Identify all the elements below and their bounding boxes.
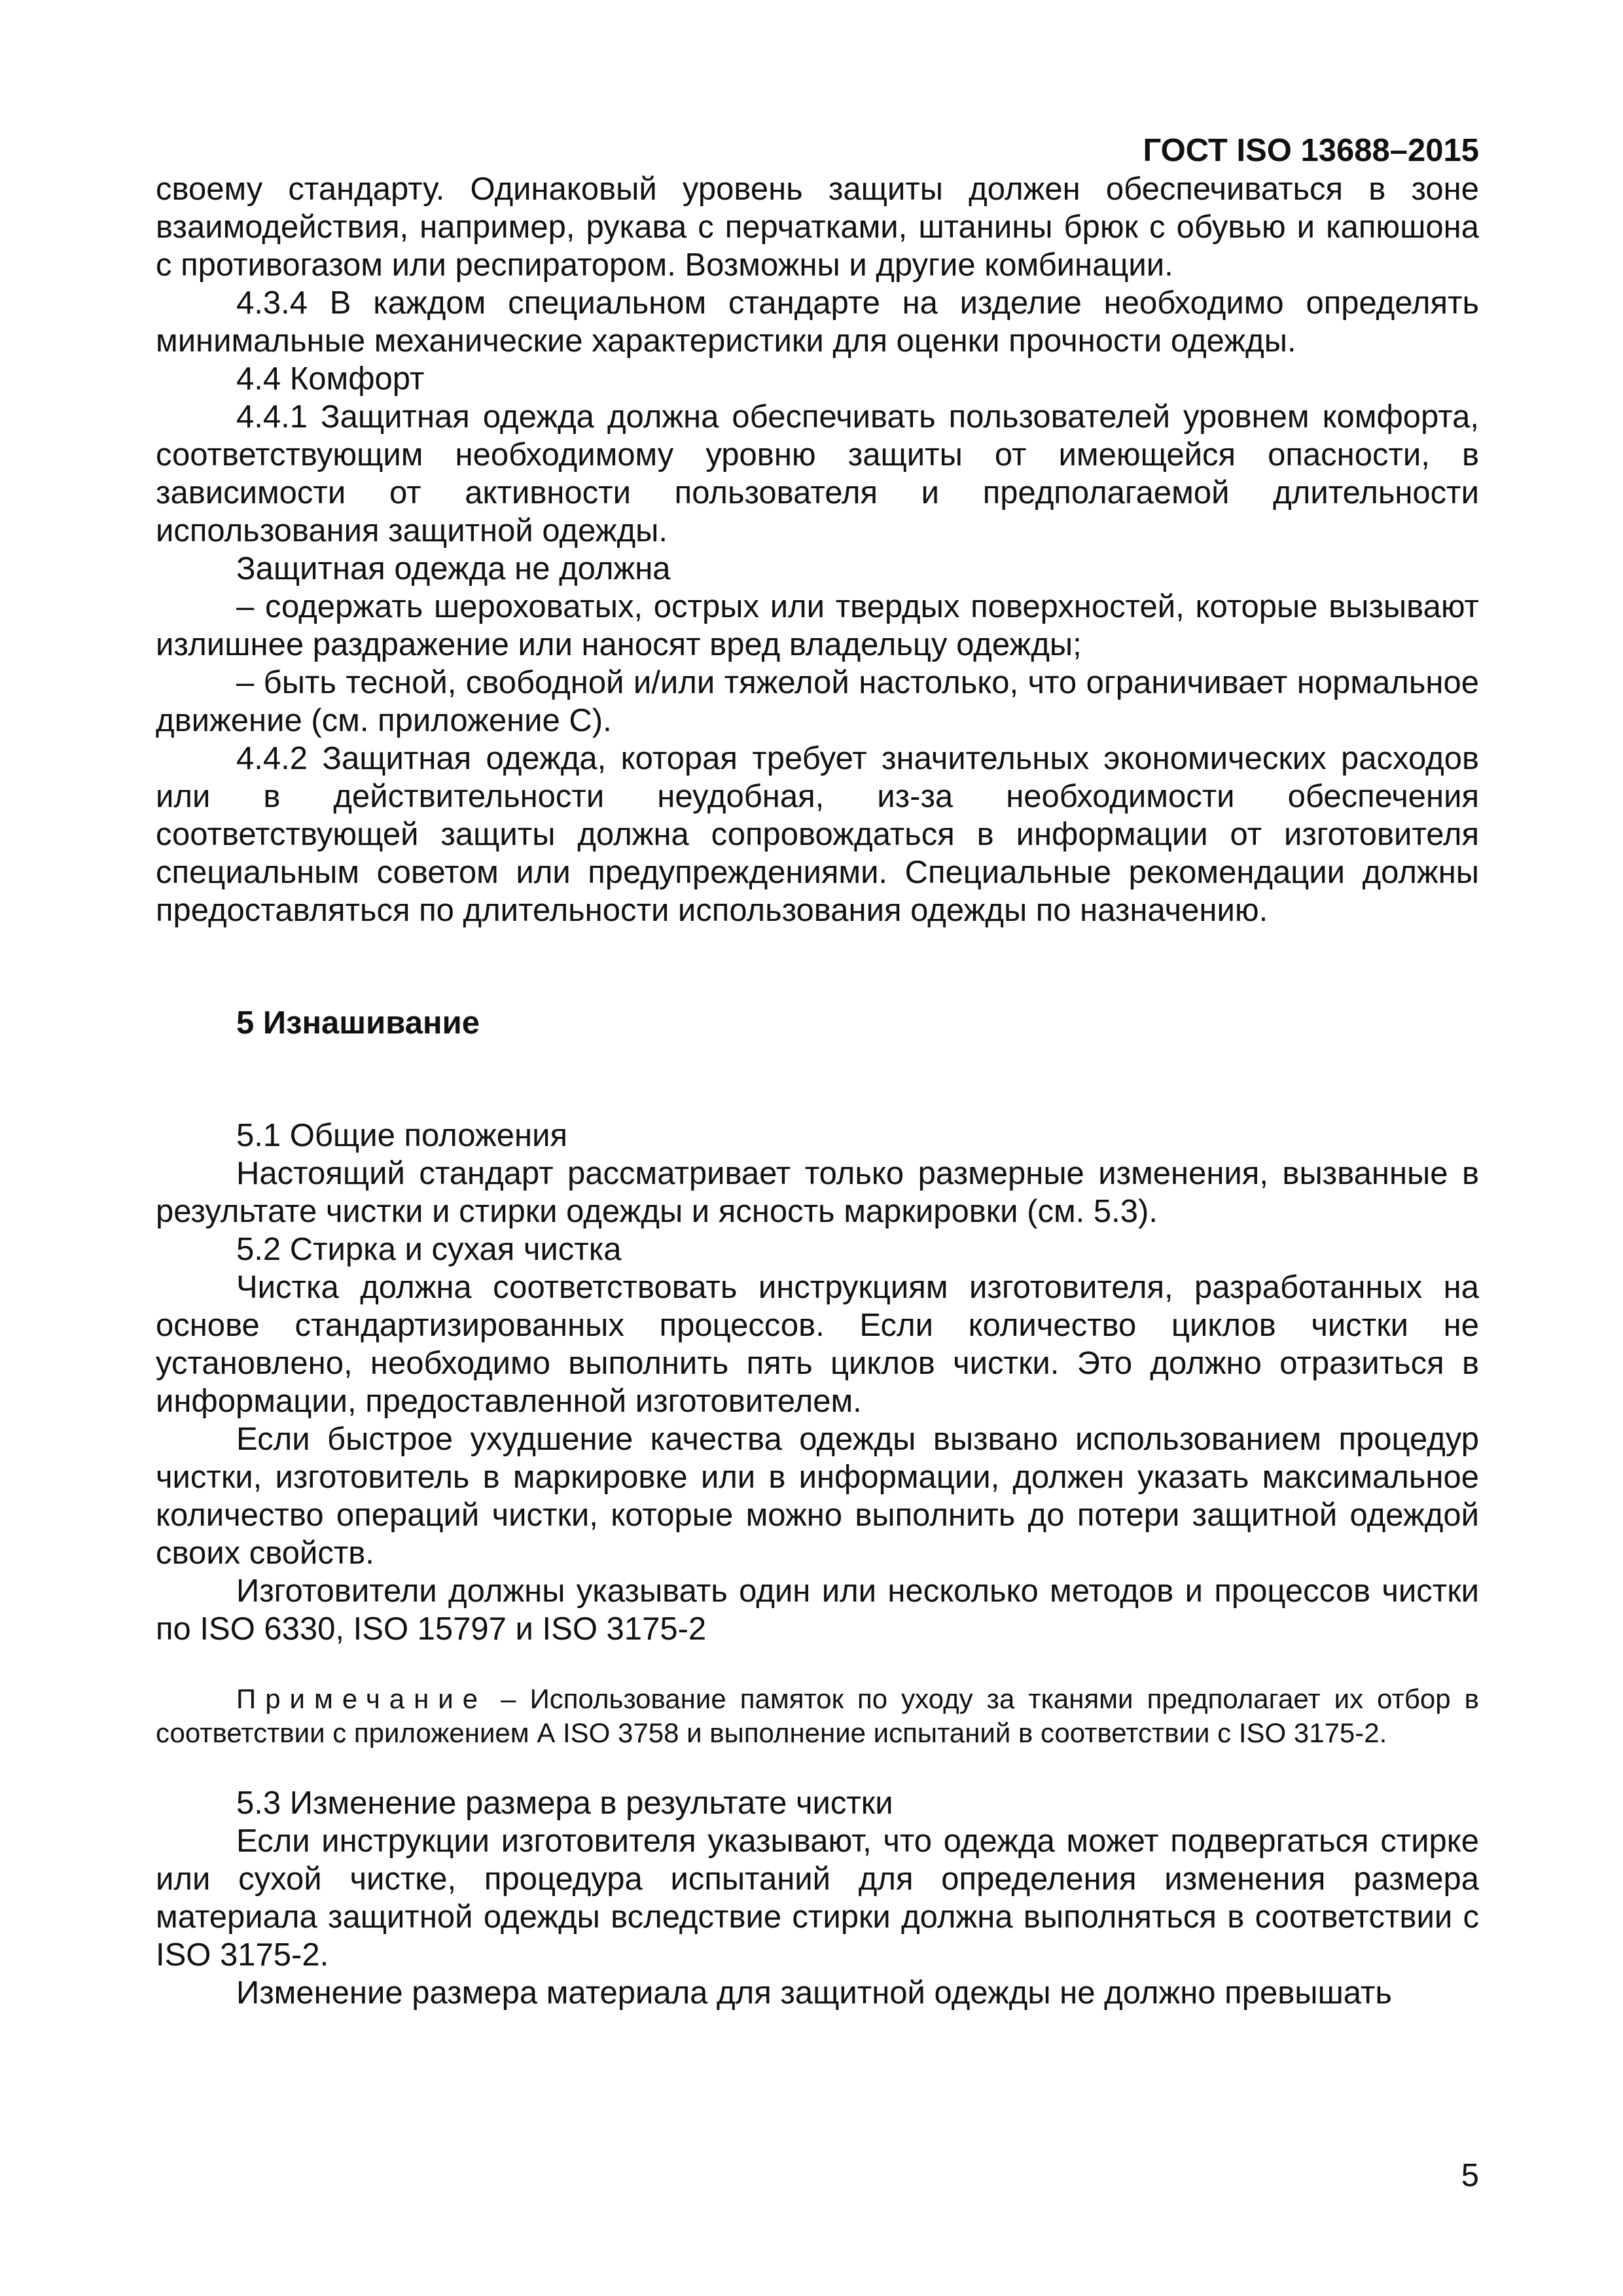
note-label: Примечание	[236, 1683, 488, 1714]
paragraph: 4.4.2 Защитная одежда, которая требует значительных экономических расходов или в действительности неудобная, из-за необходимости обеспечения соответствующей защиты должна сопровождаться в информации от изготовителя специальным советом или предупреждениями. Специальные рекомендации должны предоставляться по длительности использования одежды по назначению.	[156, 741, 1479, 928]
paragraph: Изменение размера материала для защитной одежды не должно превышать	[236, 1975, 1392, 2011]
section-5-body	[156, 1117, 1479, 1648]
list-item: – быть тесной, свободной и/или тяжелой настолько, что ограничивает нормальное движение (см. приложение С).	[156, 665, 1479, 738]
paragraph: Изготовители должны указывать один или несколько методов и процессов чистки по ISO 6330, ISO 15797 и ISO 3175-2	[156, 1573, 1479, 1647]
paragraph: Защитная одежда не должна	[236, 551, 671, 586]
subsection-title: 5.2 Стирка и сухая чистка	[236, 1232, 622, 1267]
document-code: ГОСТ ISO 13688–2015	[1143, 133, 1479, 168]
paragraph: Если быстрое ухудшение качества одежды вызвано использованием процедур чистки, изготовитель в маркировке или в информации, должен указать максимальное количество операций чистки, которые можно выполнить до потери защитной одеждой своих свойств.	[156, 1422, 1479, 1571]
paragraph: Если инструкции изготовителя указывают, что одежда может подвергаться стирке или сухой чистке, процедура испытаний для определения изменения размера материала защитной одежды вследствие стирки должна выполняться в соответствии с ISO 3175-2.	[156, 1823, 1479, 1973]
subsection-title: 4.4 Комфорт	[236, 361, 425, 397]
section-5-3-body	[156, 1784, 1479, 2012]
paragraph: Чистка должна соответствовать инструкциям изготовителя, разработанных на основе стандартизированных процессов. Если количество циклов чистки не установлено, необходимо выполнить пять циклов чистки. Это должно отразиться в информации, предоставленной изготовителем.	[156, 1270, 1479, 1419]
paragraph: своему стандарту. Одинаковый уровень защиты должен обеспечиваться в зоне взаимодействия, например, рукава с перчатками, штанины брюк с обувью и капюшона с противогазом или респиратором. Возможны и другие комбинации.	[156, 171, 1479, 283]
list-item: – содержать шероховатых, острых или твердых поверхностей, которые вызывают излишнее раздражение или наносят вред владельцу одежды;	[156, 589, 1479, 662]
subsection-title: 5.3 Изменение размера в результате чистки	[236, 1785, 893, 1821]
section-4-body	[156, 170, 1479, 929]
subsection-title: 5.1 Общие положения	[236, 1118, 568, 1153]
paragraph: Настоящий стандарт рассматривает только размерные изменения, вызванные в результате чистки и стирки одежды и ясность маркировки (см. 5.3).	[156, 1156, 1479, 1229]
page-number: 5	[1461, 2158, 1479, 2193]
section-heading: 5 Изнашивание	[236, 1005, 480, 1041]
document-page	[156, 131, 1479, 2199]
paragraph: 4.3.4 В каждом специальном стандарте на изделие необходимо определять минимальные механические характеристики для оценки прочности одежды.	[156, 285, 1479, 359]
note	[156, 1682, 1479, 1750]
note-text: – Использование памяток по уходу за тканями предполагает их отбор в соответствии с приложением А ISO 3758 и выполнение испытаний в соответствии с ISO 3175-2.	[156, 1683, 1479, 1748]
paragraph: 4.4.1 Защитная одежда должна обеспечивать пользователей уровнем комфорта, соответствующим необходимому уровню защиты от имеющейся опасности, в зависимости от активности пользователя и предполагаемой длительности использования защитной одежды.	[156, 399, 1479, 548]
document-header	[156, 131, 1479, 170]
